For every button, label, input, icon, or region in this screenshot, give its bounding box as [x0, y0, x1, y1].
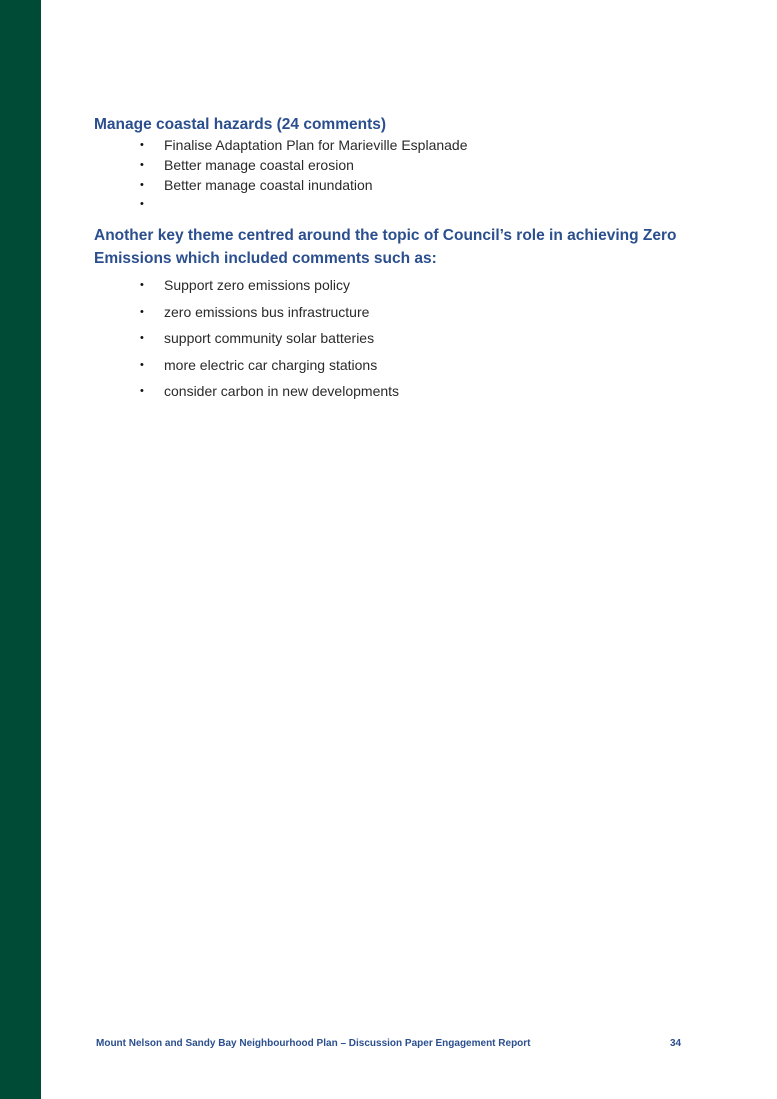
- page-content: [94, 113, 714, 405]
- list-item: [94, 299, 714, 326]
- bullet-icon: •: [140, 158, 144, 171]
- bullet-icon: •: [140, 305, 144, 318]
- bullet-icon: •: [140, 358, 144, 371]
- list-item-text: Better manage coastal inundation: [164, 176, 373, 193]
- list-item: [94, 156, 714, 176]
- list-item-text: more electric car charging stations: [164, 356, 378, 373]
- side-color-band: [0, 0, 41, 1099]
- list-item: [94, 352, 714, 379]
- zero-emissions-list: [94, 272, 714, 405]
- coastal-hazards-heading: Manage coastal hazards (24 comments): [94, 116, 387, 133]
- list-item: [94, 378, 714, 405]
- footer-report-title: Mount Nelson and Sandy Bay Neighbourhood Plan – Discussion Paper Engagement Report: [96, 1038, 531, 1049]
- list-item: [94, 325, 714, 352]
- list-item-text: Support zero emissions policy: [164, 277, 350, 294]
- bullet-icon: •: [140, 139, 144, 151]
- list-item: [94, 176, 714, 196]
- zero-emissions-heading: Another key theme centred around the topic of Council’s role in achieving Zero Emissions which included comments such as:: [94, 227, 677, 268]
- bullet-icon: •: [140, 279, 144, 292]
- list-item: [94, 136, 714, 156]
- footer-page-number: 34: [670, 1038, 682, 1049]
- list-item-text: zero emissions bus infrastructure: [164, 303, 370, 320]
- list-item-text: support community solar batteries: [164, 330, 375, 347]
- list-item: [94, 195, 714, 215]
- bullet-icon: •: [140, 198, 144, 211]
- coastal-hazards-list: [94, 136, 714, 215]
- list-item: [94, 272, 714, 299]
- bullet-icon: •: [140, 332, 144, 345]
- bullet-icon: •: [140, 178, 144, 191]
- list-item-text: Better manage coastal erosion: [164, 156, 354, 173]
- bullet-icon: •: [140, 385, 144, 398]
- list-item-text: consider carbon in new developments: [164, 383, 400, 400]
- list-item-text: Finalise Adaptation Plan for Marieville Esplanade: [164, 137, 468, 153]
